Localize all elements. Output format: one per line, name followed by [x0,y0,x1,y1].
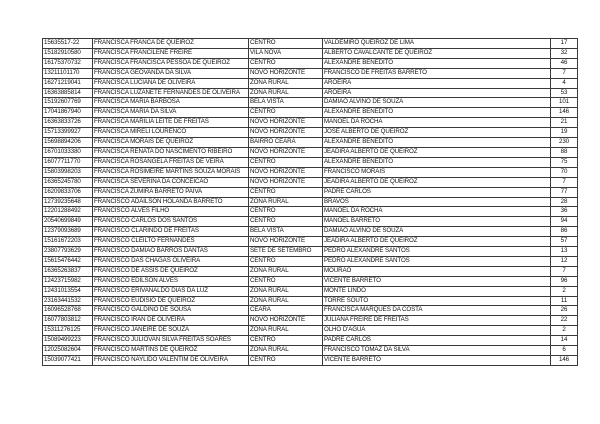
voter-table [42,38,578,366]
row-qty-cell: 14 [551,336,578,346]
row-qty-cell: 146 [551,356,578,366]
row-qty-cell: 96 [551,276,578,286]
table-row [43,98,578,108]
row-agent-cell: ALEXANDRE BENEDITO [323,138,551,148]
table-row [43,316,578,326]
row-bairro-cell: BELA VISTA [249,98,323,108]
row-name-cell: FRANCISCA MARIA DA SILVA [93,108,249,118]
row-agent-cell: PADRE CARLOS [323,336,551,346]
row-qty-cell: 70 [551,167,578,177]
row-name-cell: FRANCISCO ERIVANALDO DIAS DA LUZ [93,286,249,296]
row-bairro-cell: CENTRO [249,58,323,68]
row-qty-cell: 86 [551,227,578,237]
row-id-cell: 15803998203 [43,167,93,177]
row-name-cell: FRANCISCA ROSANGELA FREITAS DE VEIRA [93,157,249,167]
row-agent-cell: AROEIRA [323,88,551,98]
row-agent-cell: MANOEL DA ROCHA [323,118,551,128]
row-agent-cell: JEADIRA ALBERTO DE QUEIROZ [323,237,551,247]
row-bairro-cell: NOVO HORIZONTE [249,118,323,128]
row-name-cell: FRANCISCO IRAN DE OLIVEIRA [93,316,249,326]
row-bairro-cell: ZONA RURAL [249,286,323,296]
row-id-cell: 12431013554 [43,286,93,296]
row-agent-cell: MANOEL BARRETO [323,217,551,227]
row-agent-cell: MOURAO [323,266,551,276]
row-agent-cell: VALDEMIRO QUEIROZ DE LIMA [323,39,551,49]
row-id-cell: 16701033380 [43,147,93,157]
row-agent-cell: MANOEL DA ROCHA [323,207,551,217]
row-bairro-cell: CENTRO [249,157,323,167]
row-bairro-cell: NOVO HORIZONTE [249,68,323,78]
row-bairro-cell: CENTRO [249,256,323,266]
row-bairro-cell: NOVO HORIZONTE [249,147,323,157]
row-bairro-cell: NOVO HORIZONTE [249,237,323,247]
row-qty-cell: 22 [551,316,578,326]
row-agent-cell: DAMIAO ALVINO DE SOUZA [323,227,551,237]
row-id-cell: 16271219041 [43,78,93,88]
row-qty-cell: 12 [551,256,578,266]
row-qty-cell: 6 [551,346,578,356]
row-agent-cell: ALBERTO CAVALCANTE DE QUEIROZ [323,48,551,58]
row-agent-cell: FRANCISCO TOMAZ DA SILVA [323,346,551,356]
row-qty-cell: 13 [551,247,578,257]
row-agent-cell: VICENTE BARRETO [323,356,551,366]
row-agent-cell: PEDRO ALEXANDRE SANTOS [323,247,551,257]
row-agent-cell: MONTE LINDO [323,286,551,296]
row-agent-cell: VICENTE BARRETO [323,276,551,286]
table-row [43,296,578,306]
row-name-cell: FRANCISCO DE ASSIS DE QUEIROZ [93,266,249,276]
row-qty-cell: 17 [551,39,578,49]
row-bairro-cell: CENTRO [249,39,323,49]
row-agent-cell: ALEXANDRE BENEDITO [323,58,551,68]
row-qty-cell: 2 [551,326,578,336]
row-bairro-cell: BELA VISTA [249,227,323,237]
row-id-cell: 15615476442 [43,256,93,266]
row-name-cell: FRANCISCA MARIA BARBOSA [93,98,249,108]
row-agent-cell: PADRE CARLOS [323,187,551,197]
table-row [43,227,578,237]
row-name-cell: FRANCISCA LUZANETE FERNANDES DE OLIVEIRA [93,88,249,98]
row-bairro-cell: SETE DE SETEMBRO [249,247,323,257]
table-row [43,237,578,247]
row-name-cell: FRANCISCA GEOVANDA DA SILVA [93,68,249,78]
table-row [43,217,578,227]
row-name-cell: FRANCISCA SEVERINA DA CONCEICAO [93,177,249,187]
row-name-cell: FRANCISCO CLEILTO FERNANDES [93,237,249,247]
table-row [43,247,578,257]
table-row [43,187,578,197]
row-qty-cell: 46 [551,58,578,68]
row-bairro-cell: CENTRO [249,187,323,197]
row-qty-cell: 26 [551,306,578,316]
row-id-cell: 15635517-22 [43,39,93,49]
row-id-cell: 15161672203 [43,237,93,247]
row-qty-cell: 57 [551,237,578,247]
table-row [43,276,578,286]
row-agent-cell: JEADIRA ALBERTO DE QUEIROZ [323,177,551,187]
row-agent-cell: OLHO D'AGUA [323,326,551,336]
table-row [43,326,578,336]
row-agent-cell: DAMIAO ALVINO DE SOUZA [323,98,551,108]
row-bairro-cell: ZONA RURAL [249,88,323,98]
row-qty-cell: 4 [551,78,578,88]
row-bairro-cell: BAIRRO CEARA [249,138,323,148]
row-bairro-cell: CEARA [249,306,323,316]
row-name-cell: FRANCISCA MIRELI LOURENCO [93,128,249,138]
row-id-cell: 16077803812 [43,316,93,326]
row-name-cell: FRANCISCA MARILIA LEITE DE FREITAS [93,118,249,128]
row-id-cell: 16363885814 [43,88,93,98]
table-row [43,88,578,98]
row-id-cell: 12423715982 [43,276,93,286]
row-qty-cell: 7 [551,266,578,276]
row-bairro-cell: ZONA RURAL [249,346,323,356]
row-id-cell: 16175370732 [43,58,93,68]
table-body [43,39,578,366]
table-row [43,286,578,296]
row-qty-cell: 7 [551,177,578,187]
row-qty-cell: 88 [551,147,578,157]
table-row [43,336,578,346]
row-bairro-cell: ZONA RURAL [249,78,323,88]
row-qty-cell: 11 [551,296,578,306]
row-name-cell: FRANCISCO CARLOS DOS SANTOS [93,217,249,227]
row-bairro-cell: CENTRO [249,217,323,227]
table-row [43,157,578,167]
row-agent-cell: TORRE SOUTO [323,296,551,306]
row-agent-cell: FRANCISCO MORAIS [323,167,551,177]
row-name-cell: FRANCISCO DAMIAO BARROS DANTAS [93,247,249,257]
row-bairro-cell: CENTRO [249,356,323,366]
row-id-cell: 23807793629 [43,247,93,257]
row-name-cell: FRANCISCO JANEIRE DE SOUZA [93,326,249,336]
row-name-cell: FRANCISCO EDILSON ALVES [93,276,249,286]
row-id-cell: 15311276125 [43,326,93,336]
row-bairro-cell: ZONA RURAL [249,296,323,306]
table-row [43,197,578,207]
row-agent-cell: JOSE ALBERTO DE QUEIROZ [323,128,551,138]
row-id-cell: 16365263837 [43,266,93,276]
row-bairro-cell: CENTRO [249,207,323,217]
row-id-cell: 23163441532 [43,296,93,306]
table-row [43,108,578,118]
row-qty-cell: 230 [551,138,578,148]
table-row [43,346,578,356]
row-id-cell: 13211101170 [43,68,93,78]
row-id-cell: 12025082604 [43,346,93,356]
row-id-cell: 15192607769 [43,98,93,108]
row-name-cell: FRANCISCA ROSIMEIRE MARTINS SOUZA MORAIS [93,167,249,177]
table-row [43,147,578,157]
row-id-cell: 16096528768 [43,306,93,316]
table-row [43,58,578,68]
row-qty-cell: 21 [551,118,578,128]
row-name-cell: FRANCISCO ALVES FILHO [93,207,249,217]
row-agent-cell: FRANCISCO DE FREITAS BARRETO [323,68,551,78]
row-qty-cell: 7 [551,68,578,78]
row-agent-cell: ALEXANDRE BENEDITO [323,157,551,167]
table-row [43,167,578,177]
table-row [43,306,578,316]
row-qty-cell: 19 [551,128,578,138]
row-agent-cell: ALEXANDRE BENEDITO [323,108,551,118]
row-id-cell: 12739235648 [43,197,93,207]
row-qty-cell: 53 [551,88,578,98]
row-id-cell: 15039077421 [43,356,93,366]
table-row [43,39,578,49]
row-agent-cell: PEDRO ALEXANDRE SANTOS [323,256,551,266]
row-name-cell: FRANCISCO NAYLIDO VALENTIM DE OLIVEIRA [93,356,249,366]
row-bairro-cell: NOVO HORIZONTE [249,128,323,138]
row-name-cell: FRANCISCA ZUMIRA BARRETO PAIVA [93,187,249,197]
row-agent-cell: JULIANA FREIRE DE FREITAS [323,316,551,326]
row-id-cell: 15698894206 [43,138,93,148]
row-qty-cell: 94 [551,217,578,227]
row-agent-cell: JEADIRA ALBERTO DE QUEIROZ [323,147,551,157]
row-id-cell: 16077711770 [43,157,93,167]
row-name-cell: FRANCISCO MARTINS DE QUEIROZ [93,346,249,356]
row-id-cell: 20540699849 [43,217,93,227]
table-row [43,207,578,217]
row-bairro-cell: CENTRO [249,276,323,286]
row-id-cell: 16365245780 [43,177,93,187]
row-name-cell: FRANCISCO CLARINDO DE FREITAS [93,227,249,237]
row-qty-cell: 75 [551,157,578,167]
row-bairro-cell: NOVO HORIZONTE [249,167,323,177]
row-id-cell: 12379093689 [43,227,93,237]
row-qty-cell: 32 [551,48,578,58]
row-qty-cell: 77 [551,187,578,197]
row-bairro-cell: NOVO HORIZONTE [249,177,323,187]
row-qty-cell: 2 [551,286,578,296]
row-name-cell: FRANCISCA RENATA DO NASCIMENTO RIBEIRO [93,147,249,157]
row-qty-cell: 101 [551,98,578,108]
row-name-cell: FRANCISCO DAS CHAGAS OLIVEIRA [93,256,249,266]
row-qty-cell: 28 [551,197,578,207]
row-id-cell: 17041867940 [43,108,93,118]
row-bairro-cell: CENTRO [249,108,323,118]
table-row [43,78,578,88]
row-name-cell: FRANCISCA FRANCILENE FREIRE [93,48,249,58]
row-agent-cell: FRANCISCA MARQUES DA COSTA [323,306,551,316]
table-row [43,118,578,128]
row-qty-cell: 36 [551,207,578,217]
row-name-cell: FRANCISCA MORAIS DE QUEIROZ [93,138,249,148]
row-qty-cell: 146 [551,108,578,118]
table-row [43,138,578,148]
table-row [43,356,578,366]
row-agent-cell: AROEIRA [323,78,551,88]
table-row [43,68,578,78]
row-agent-cell: BRAVOS [323,197,551,207]
table-row [43,177,578,187]
row-name-cell: FRANCISCA FRANCISCA PESSOA DE QUEIROZ [93,58,249,68]
row-id-cell: 15182910580 [43,48,93,58]
row-name-cell: FRANCISCO GALDINO DE SOUSA [93,306,249,316]
row-id-cell: 15713399927 [43,128,93,138]
table-row [43,128,578,138]
row-bairro-cell: ZONA RURAL [249,326,323,336]
row-bairro-cell: ZONA RURAL [249,266,323,276]
row-id-cell: 16363833726 [43,118,93,128]
row-name-cell: FRANCISCA FRANCA DE QUEIROZ [93,39,249,49]
row-id-cell: 16209833706 [43,187,93,197]
row-name-cell: FRANCISCO EUDISIO DE QUEIROZ [93,296,249,306]
table-row [43,48,578,58]
row-name-cell: FRANCISCA LUCIANA DE OLIVEIRA [93,78,249,88]
row-bairro-cell: VILA NOVA [249,48,323,58]
row-bairro-cell: NOVO HORIZONTE [249,316,323,326]
row-id-cell: 15089499223 [43,336,93,346]
row-id-cell: 12201288492 [43,207,93,217]
table-row [43,256,578,266]
table-row [43,266,578,276]
row-name-cell: FRANCISCO ADAILSON HOLANDA BARRETO [93,197,249,207]
row-name-cell: FRANCISCO JULIOVAN SILVA FREITAS SOARES [93,336,249,346]
row-bairro-cell: ZONA RURAL [249,197,323,207]
row-bairro-cell: CENTRO [249,336,323,346]
